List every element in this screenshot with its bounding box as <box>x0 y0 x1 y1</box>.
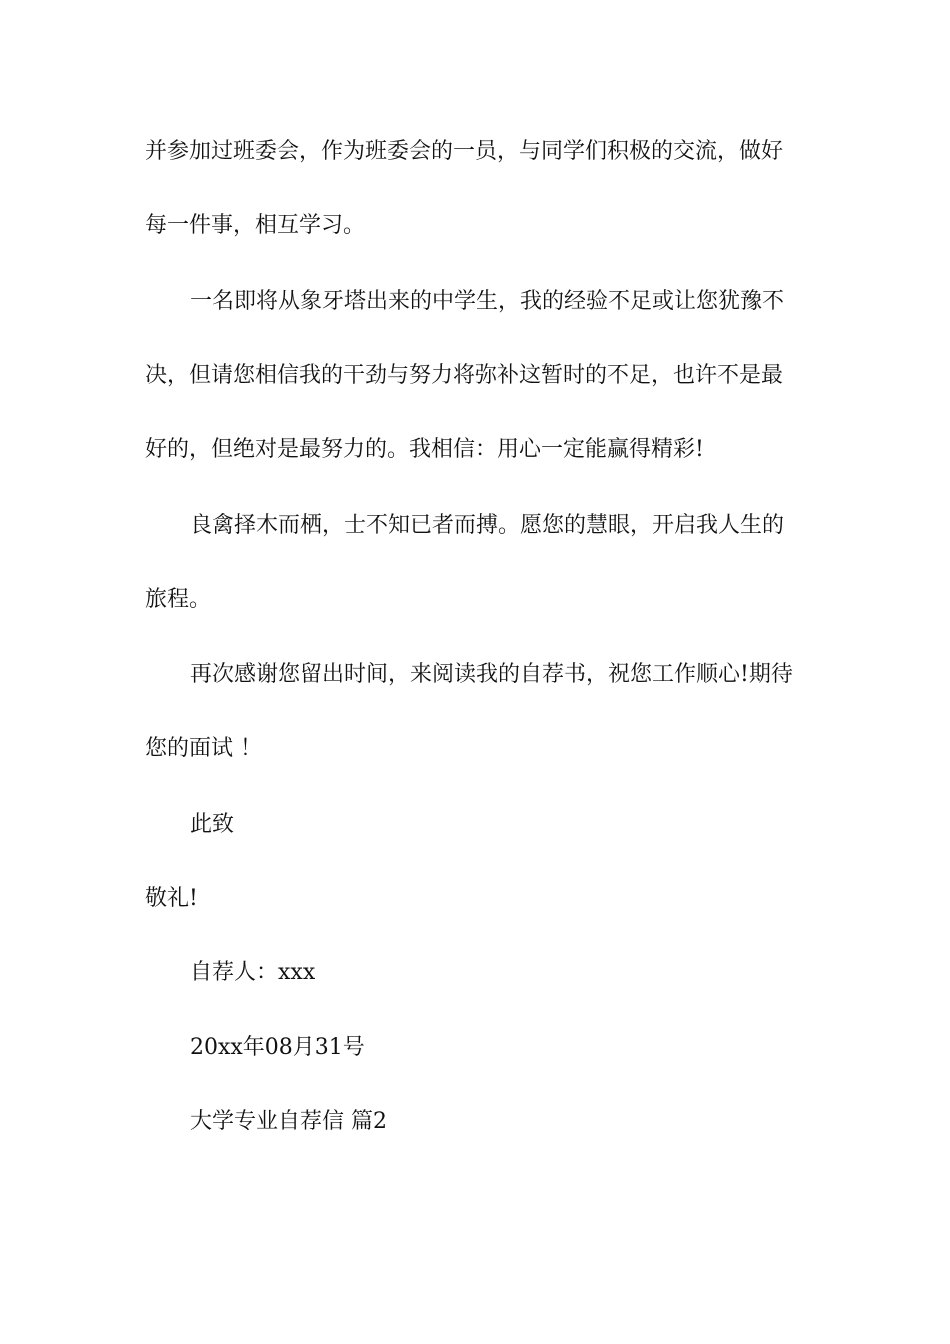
paragraph-line: 决，但请您相信我的干劲与努力将弥补这暂时的不足，也许不是最 <box>145 363 784 388</box>
paragraph-line: 旅程。 <box>145 587 212 612</box>
closing-salutation: 此致 <box>190 812 235 837</box>
paragraph-line: 再次感谢您留出时间，来阅读我的自荐书，祝您工作顺心!期待 <box>190 662 793 687</box>
date-line: 20xx年08月31号 <box>190 1035 365 1060</box>
paragraph-line: 每一件事，相互学习。 <box>145 213 366 238</box>
paragraph-line: 一名即将从象牙塔出来的中学生，我的经验不足或让您犹豫不 <box>190 289 785 314</box>
paragraph-line: 您的面试 ！ <box>145 736 262 761</box>
signature-line: 自荐人：xxx <box>190 960 316 985</box>
closing-salutation: 敬礼! <box>145 886 198 911</box>
paragraph-line: 好的，但绝对是最努力的。我相信：用心一定能赢得精彩! <box>145 437 704 462</box>
section-heading: 大学专业自荐信 篇2 <box>190 1109 387 1134</box>
paragraph-line: 良禽择木而栖，士不知已者而搏。愿您的慧眼，开启我人生的 <box>190 513 785 538</box>
paragraph-line: 并参加过班委会，作为班委会的一员，与同学们积极的交流，做好 <box>145 139 784 164</box>
